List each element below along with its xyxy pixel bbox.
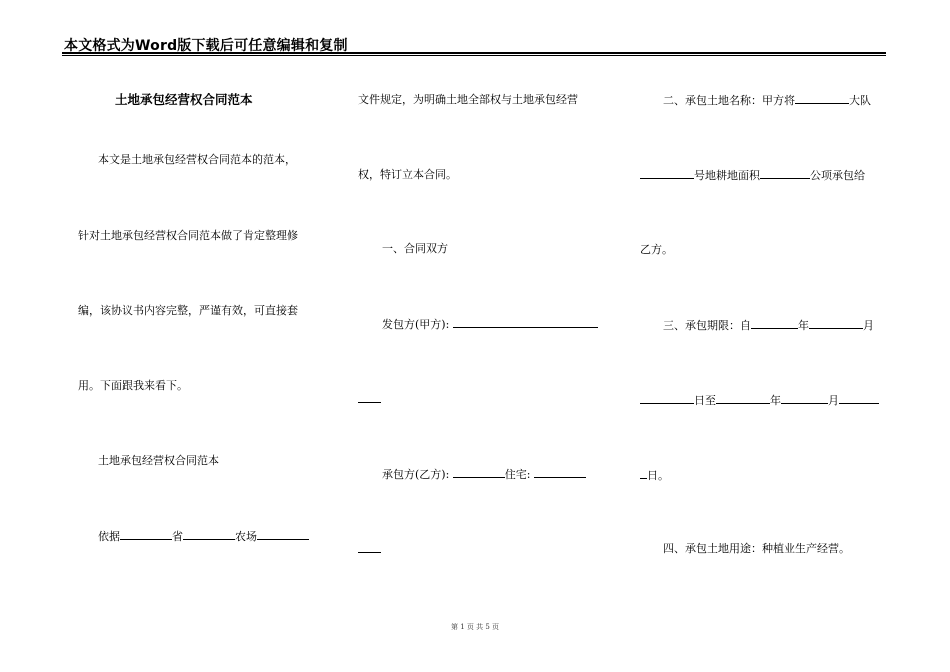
- header-rule-thin: [62, 55, 886, 56]
- section-3-line-3: [640, 468, 669, 483]
- blank-field: [781, 393, 828, 404]
- blank-field: [120, 529, 172, 540]
- col1-paragraph-line-2: 针对土地承包经营权合同范本做了肯定整理修: [78, 229, 298, 242]
- section-3-text-a: 三、承包期限：自: [663, 319, 751, 332]
- col1-paragraph-line-3: 编，该协议书内容完整，严谨有效，可直接套: [78, 304, 298, 317]
- section-2-text-a: 二、承包土地名称：甲方将: [663, 94, 795, 107]
- basis-line: [98, 529, 309, 544]
- section-4-line: 四、承包土地用途：种植业生产经营。: [663, 542, 850, 555]
- party-a-line: [382, 317, 598, 332]
- blank-field: [716, 393, 770, 404]
- party-a-label: 发包方(甲方):: [382, 318, 450, 331]
- blank-field: [640, 168, 694, 179]
- blank-field: [795, 93, 849, 104]
- page-number: 第 1 页 共 5 页: [450, 623, 500, 631]
- section-3-text-b: 年: [798, 319, 809, 332]
- document-title: 土地承包经营权合同范本: [115, 92, 253, 107]
- section-3-line-2: [640, 393, 879, 408]
- section-2-text-b: 大队: [849, 94, 871, 107]
- basis-text-c: 农场: [235, 530, 257, 543]
- blank-field: [453, 467, 505, 478]
- blank-field: [183, 529, 235, 540]
- section-2-line-2: [640, 168, 865, 183]
- blank-field: [751, 318, 798, 329]
- blank-field: [358, 392, 381, 407]
- contract-subtitle: 土地承包经营权合同范本: [98, 454, 219, 467]
- section-2-line-1: [663, 93, 871, 108]
- section-3-text-d: 日至: [694, 394, 716, 407]
- section-3-text-g: 日。: [647, 469, 669, 482]
- section-3-text-e: 年: [770, 394, 781, 407]
- header-rule-thick: [62, 52, 886, 54]
- blank-field: [257, 529, 309, 540]
- party-b-label: 承包方(乙方):: [382, 468, 450, 481]
- col1-paragraph-line-1: 本文是土地承包经营权合同范本的范本，: [98, 153, 296, 166]
- col2-line-2: 权，特订立本合同。: [358, 168, 457, 181]
- document-header: 本文格式为Word版下载后可任意编辑和复制: [64, 38, 348, 54]
- section-3-text-c: 月: [863, 319, 874, 332]
- section-3-text-f: 月: [828, 394, 839, 407]
- section-2-text-d: 公项承包给: [810, 169, 865, 182]
- section-3-line-1: [663, 318, 874, 333]
- basis-text-a: 依据: [98, 530, 120, 543]
- blank-field: [358, 542, 381, 557]
- party-b-line: [382, 467, 586, 482]
- blank-field: [760, 168, 810, 179]
- blank-field: [640, 468, 647, 479]
- blank-field: [453, 317, 598, 328]
- blank-field: [809, 318, 863, 329]
- col1-paragraph-line-4: 用。下面跟我来看下。: [78, 379, 188, 392]
- blank-field: [640, 393, 694, 404]
- col2-line-1: 文件规定，为明确土地全部权与土地承包经营: [358, 93, 578, 106]
- section-2-text-c: 号地耕地面积: [694, 169, 760, 182]
- address-label: 住宅:: [504, 468, 531, 481]
- blank-field: [534, 467, 586, 478]
- section-2-line-3: 乙方。: [640, 243, 673, 256]
- basis-text-b: 省: [172, 530, 183, 543]
- section-1-heading: 一、合同双方: [382, 242, 448, 255]
- blank-field: [839, 393, 879, 404]
